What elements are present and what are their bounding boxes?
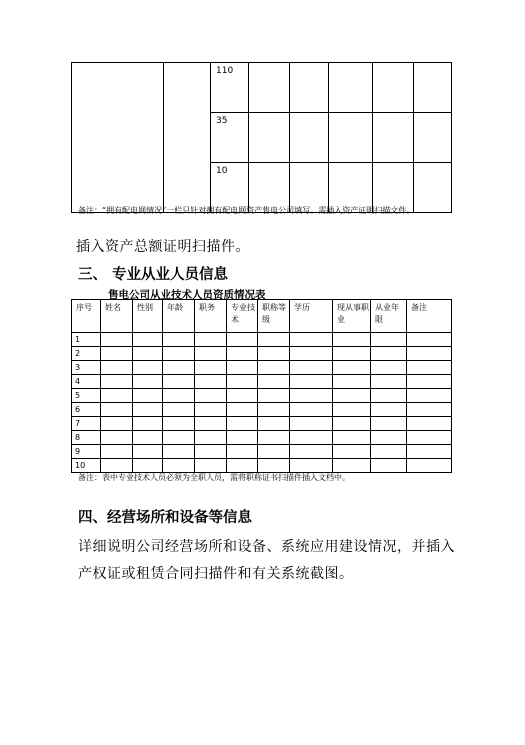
- staff-cell: [333, 431, 371, 445]
- staff-cell: [290, 389, 333, 403]
- staff-note: 备注：表中专业技术人员必须为全职人员，需将职称证书扫描件插入文档中。: [78, 473, 350, 482]
- staff-cell: [133, 361, 163, 375]
- staff-cell: [407, 417, 452, 431]
- grid-cell: [290, 63, 329, 113]
- grid-cell: [249, 113, 290, 163]
- grid-cell: [373, 63, 414, 113]
- staff-cell: [101, 361, 133, 375]
- staff-cell: [371, 389, 407, 403]
- staff-header-cell: 学历: [290, 300, 333, 333]
- voltage-cell: 110: [211, 63, 249, 113]
- staff-cell: [371, 459, 407, 473]
- staff-header-cell: 年龄: [163, 300, 195, 333]
- staff-cell: [290, 347, 333, 361]
- staff-cell: [407, 361, 452, 375]
- staff-header-cell: 姓名: [101, 300, 133, 333]
- staff-cell: [290, 431, 333, 445]
- staff-cell: [101, 389, 133, 403]
- staff-cell: [258, 333, 290, 347]
- staff-cell: [163, 445, 195, 459]
- staff-cell: [195, 445, 227, 459]
- staff-cell: [163, 403, 195, 417]
- staff-header-cell: 专业技术: [227, 300, 258, 333]
- staff-cell: [258, 389, 290, 403]
- row-number: 5: [72, 389, 101, 403]
- staff-header-cell: 现从事职业: [333, 300, 371, 333]
- staff-cell: [133, 445, 163, 459]
- staff-cell: [333, 445, 371, 459]
- staff-cell: [258, 347, 290, 361]
- staff-cell: [290, 403, 333, 417]
- row-number: 8: [72, 431, 101, 445]
- staff-cell: [371, 375, 407, 389]
- grid-row: [72, 63, 452, 113]
- staff-header-cell: 职务: [195, 300, 227, 333]
- grid-cell: [414, 113, 452, 163]
- staff-row: [72, 389, 452, 403]
- staff-cell: [407, 459, 452, 473]
- grid-cell: [373, 113, 414, 163]
- section4-text: 详细说明公司经营场所和设备、系统应用建设情况，并插入产权证或租赁合同扫描件和有关系统截图。: [78, 539, 455, 582]
- staff-cell: [195, 431, 227, 445]
- staff-cell: [101, 375, 133, 389]
- staff-cell: [163, 375, 195, 389]
- staff-header-cell: 序号: [72, 300, 101, 333]
- staff-cell: [258, 431, 290, 445]
- row-number: 3: [72, 361, 101, 375]
- staff-header-row: [72, 300, 452, 333]
- staff-cell: [371, 417, 407, 431]
- staff-cell: [163, 361, 195, 375]
- staff-cell: [195, 417, 227, 431]
- row-number: 7: [72, 417, 101, 431]
- row-number: 6: [72, 403, 101, 417]
- staff-cell: [163, 389, 195, 403]
- staff-cell: [101, 431, 133, 445]
- staff-row: [72, 417, 452, 431]
- staff-cell: [290, 361, 333, 375]
- staff-cell: [333, 375, 371, 389]
- staff-cell: [195, 333, 227, 347]
- staff-cell: [227, 417, 258, 431]
- staff-cell: [133, 431, 163, 445]
- staff-header-cell: 从业年限: [371, 300, 407, 333]
- staff-cell: [333, 403, 371, 417]
- staff-cell: [227, 389, 258, 403]
- staff-cell: [163, 333, 195, 347]
- staff-cell: [407, 403, 452, 417]
- staff-cell: [227, 403, 258, 417]
- staff-table-caption: 售电公司从业技术人员资质情况表: [108, 289, 266, 301]
- grid-cell: [290, 113, 329, 163]
- grid-cell: [329, 63, 373, 113]
- staff-cell: [290, 375, 333, 389]
- section3-heading: 三、 专业从业人员信息: [78, 267, 229, 283]
- staff-cell: [258, 403, 290, 417]
- staff-cell: [101, 347, 133, 361]
- staff-cell: [101, 445, 133, 459]
- staff-cell: [407, 375, 452, 389]
- grid-cell: [164, 63, 211, 213]
- staff-cell: [333, 389, 371, 403]
- staff-cell: [333, 347, 371, 361]
- grid-cell: [329, 113, 373, 163]
- staff-cell: [195, 347, 227, 361]
- staff-row: [72, 431, 452, 445]
- staff-cell: [227, 431, 258, 445]
- staff-cell: [163, 347, 195, 361]
- asset-instruction: 插入资产总额证明扫描件。: [76, 239, 250, 255]
- staff-cell: [407, 445, 452, 459]
- staff-cell: [227, 333, 258, 347]
- staff-cell: [407, 431, 452, 445]
- staff-cell: [258, 417, 290, 431]
- staff-cell: [227, 361, 258, 375]
- staff-cell: [371, 361, 407, 375]
- staff-cell: [258, 361, 290, 375]
- staff-cell: [290, 333, 333, 347]
- staff-cell: [258, 375, 290, 389]
- staff-cell: [133, 417, 163, 431]
- staff-cell: [101, 333, 133, 347]
- staff-cell: [195, 375, 227, 389]
- row-number: 2: [72, 347, 101, 361]
- section4-heading: 四、经营场所和设备等信息: [78, 510, 252, 526]
- row-number: 9: [72, 445, 101, 459]
- staff-table: [71, 299, 452, 473]
- staff-cell: [133, 403, 163, 417]
- voltage-cell: 35: [211, 113, 249, 163]
- staff-cell: [258, 445, 290, 459]
- staff-cell: [333, 417, 371, 431]
- staff-cell: [133, 389, 163, 403]
- staff-cell: [407, 347, 452, 361]
- staff-cell: [371, 445, 407, 459]
- staff-cell: [101, 417, 133, 431]
- grid-cell: [414, 63, 452, 113]
- staff-row: [72, 375, 452, 389]
- staff-cell: [133, 347, 163, 361]
- staff-row: [72, 445, 452, 459]
- voltage-cell: 10: [211, 163, 249, 213]
- staff-cell: [133, 333, 163, 347]
- row-number: 1: [72, 333, 101, 347]
- grid-cell: [72, 63, 164, 213]
- staff-cell: [227, 347, 258, 361]
- staff-row: [72, 347, 452, 361]
- staff-cell: [195, 389, 227, 403]
- staff-cell: [371, 403, 407, 417]
- row-number: 4: [72, 375, 101, 389]
- staff-row: [72, 333, 452, 347]
- staff-cell: [133, 375, 163, 389]
- staff-cell: [407, 333, 452, 347]
- staff-cell: [371, 431, 407, 445]
- asset-grid-table: [71, 62, 452, 213]
- staff-cell: [227, 375, 258, 389]
- staff-cell: [290, 445, 333, 459]
- staff-header-cell: 备注: [407, 300, 452, 333]
- grid-cell: [249, 63, 290, 113]
- staff-cell: [195, 361, 227, 375]
- staff-cell: [407, 389, 452, 403]
- staff-cell: [333, 361, 371, 375]
- staff-header-cell: 职称等级: [258, 300, 290, 333]
- staff-header-cell: 性别: [133, 300, 163, 333]
- staff-cell: [333, 333, 371, 347]
- staff-cell: [290, 417, 333, 431]
- staff-cell: [101, 403, 133, 417]
- staff-cell: [371, 333, 407, 347]
- staff-cell: [371, 347, 407, 361]
- grid-note: 备注：“拥有配电网情况”一栏只针对拥有配电网资产售电公司填写。需插入资产证明扫描文件。: [78, 206, 415, 215]
- staff-row: [72, 361, 452, 375]
- row-number: 10: [72, 459, 101, 473]
- staff-cell: [195, 403, 227, 417]
- staff-cell: [227, 445, 258, 459]
- staff-row: [72, 403, 452, 417]
- staff-cell: [163, 431, 195, 445]
- staff-cell: [163, 417, 195, 431]
